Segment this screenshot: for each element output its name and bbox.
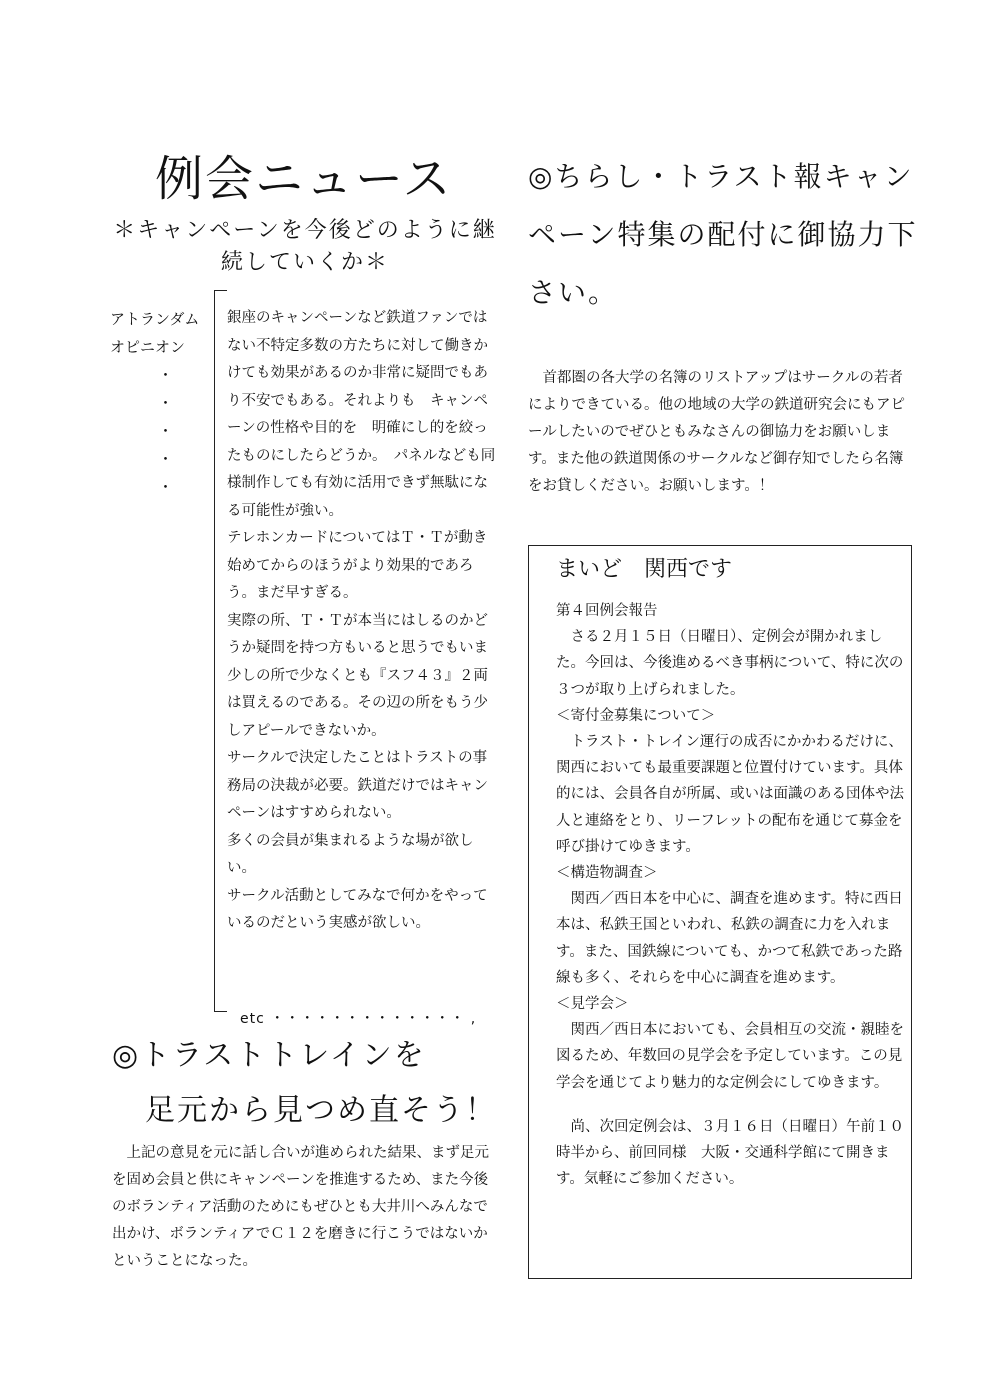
report-intro: さる２月１５日（日曜日）、定例会が開かれました。今回は、今後進めるべき事柄について、特に次の３つが取り上げられました。: [556, 629, 904, 698]
section-heading: ＜見学会＞: [556, 996, 629, 1013]
side-dot: ・: [158, 478, 174, 496]
section-text: 関西／西日本においても、会員相互の交流・親睦を図るため、年数回の見学会を予定しています。この見学会を通じてより魅力的な定例会にしてゆきます。: [556, 1022, 904, 1091]
page-title: 例会ニュース: [155, 151, 453, 207]
side-label-line-2: オピニオン: [110, 338, 186, 356]
side-dot: ・: [158, 450, 174, 468]
side-label-line-1: アトランダム: [110, 310, 200, 328]
side-dot: ・: [158, 394, 174, 412]
opinion-paragraph: サークルで決定したことはトラストの事務局の決裁が必要。鉄道だけではキャンペーンはすすめられない。: [227, 750, 488, 821]
opinion-paragraph: 多くの会員が集まれるような場が欲しい。: [227, 832, 474, 876]
opinion-paragraph: 銀座のキャンペーンなど鉄道ファンではない不特定多数の方たちに対して働きかけても効果があるのか非常に疑問でもあり不安でもある。それよりも キャンペーンの性格や目的を 明確にし的を絞ったものにしたらどうか。 パネルなども同様制作しても有効に活用できず無駄になる可能性が強い。: [227, 310, 496, 519]
section-text: 関西／西日本を中心に、調査を進めます。特に西日本は、私鉄王国といわれ、私鉄の調査に力を入れます。また、国鉄線についても、かつて私鉄であった路線も多く、それらを中心に調査を進めます。: [556, 891, 903, 986]
section-text: トラスト・トレイン運行の成否にかかわるだけに、関西においても最重要課題と位置付けています。具体的には、会員各自が所属、或いは面識のある団体や法人と連絡をとり、リーフレットの配布を通じて募金を呼び掛けてゆきます。: [556, 734, 904, 855]
section-heading: ＜寄付金募集について＞: [556, 707, 716, 724]
trust-body-text: 上記の意見を元に話し合いが進められた結果、まず足元を固め会員と供にキャンペーンを推進するため、また今後のボランティア活動のためにもぜひとも大井川へみんなで出かけ、ボランティアでＣ１２を磨きに行こうではないかということになった。: [112, 1145, 489, 1269]
flyer-heading: ◎ちらし・トラスト報キャンペーン特集の配付に御協力下さい。: [528, 160, 918, 309]
section-heading: ＜構造物調査＞: [556, 865, 658, 882]
opinion-paragraph: 実際の所、Ｔ・Ｔが本当にはしるのかどうか疑問を持つ方もいると思うでもいま少しの所で少なくとも『スフ４３』２両は買えるのである。その辺の所をもう少しアピールできないか。: [227, 612, 488, 739]
etc-mark: etc ・・・・・・・・・・・・・ ,: [240, 1011, 477, 1027]
opinion-paragraph: テレホンカードについてはＴ・Ｔが動き始めてからのほうがより効果的であろう。まだ早すぎる。: [227, 530, 488, 601]
opinion-list: [227, 305, 497, 938]
trust-heading-line-1: ◎トラストトレインを: [112, 1038, 426, 1073]
opinion-side-label: [110, 305, 199, 501]
kansai-report-body: [556, 598, 906, 1192]
opinion-paragraph: サークル活動としてみなで何かをやっているのだという実感が欲しい。: [227, 887, 488, 931]
flyer-body-text: 首都圏の各大学の名簿のリストアップはサークルの若者によりできている。他の地域の大学の鉄道研究会にもアピールしたいのでぜひともみなさんの御協力をお願いします。また他の鉄道関係のサークルなど御存知でしたら名簿をお貸しください。お願いします。！: [528, 370, 905, 494]
kansai-box-title: まいど 関西です: [556, 557, 733, 582]
trust-heading-line-2: 足元から見つめ直そう！: [145, 1093, 497, 1128]
closing-note: 尚、次回定例会は、３月１６日（日曜日）午前１０時半から、前回同様 大阪・交通科学館にて開きます。気軽にご参加ください。: [556, 1118, 904, 1188]
opinion-bracket: [214, 290, 227, 1012]
page-subtitle: ＊キャンペーンを今後どのように継続していくか＊: [113, 218, 497, 275]
side-dot: ・: [158, 422, 174, 440]
report-title: 第４回例会報告: [556, 603, 658, 619]
side-dot: ・: [158, 366, 174, 384]
